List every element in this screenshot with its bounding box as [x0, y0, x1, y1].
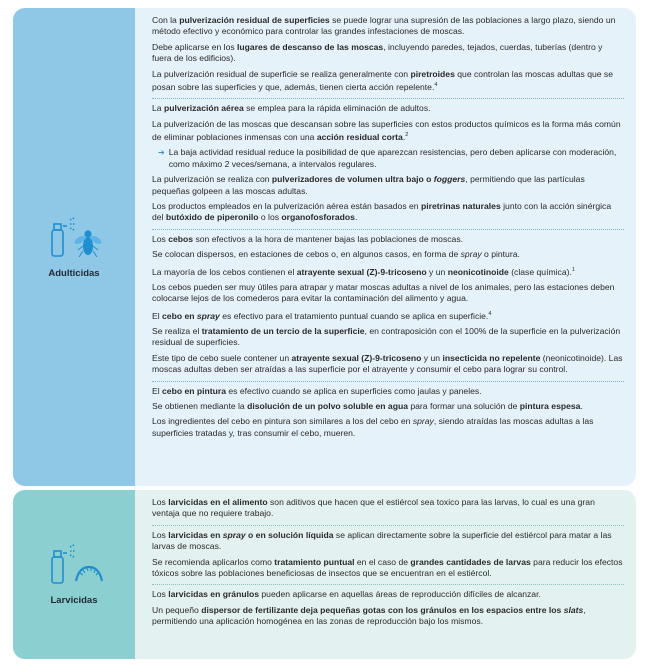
text-segment: . [354, 212, 358, 223]
paragraph [152, 201, 624, 224]
paragraph [152, 416, 624, 439]
text-segment: Los cebos pueden ser muy útiles para atrapar y matar moscas adultas a nivel de los animales, pero las estaciones deben colocarse lejos de los comederos para evitar la contaminación del alimento y agua. [152, 281, 615, 304]
text-segment: Los productos empleados en la pulverización aérea están basados en [152, 201, 421, 211]
text-segment: , siendo atraídas las moscas adultas a las superficies tratadas y, tras consumir el cebo, mueren. [152, 416, 594, 438]
paragraph [152, 557, 624, 580]
text-segment: son efectivos a la hora de mantener bajas las poblaciones de moscas. [193, 233, 463, 244]
text-segment: para reducir los efectos tóxicos sobre las poblaciones beneficiosas de insectos que se encuentran en el estiércol. [152, 556, 623, 579]
paragraph [152, 605, 624, 628]
text-segment: se puede lograr una supresión de las poblaciones a largo plazo, siendo un método efectivo y económico para controlar las grandes infestaciones de moscas. [152, 15, 616, 37]
content-block [152, 11, 624, 99]
text-segment: , en contraposición con el 100% de la superficie en la pulverización residual de superficies. [152, 325, 621, 348]
reference-number: 4 [434, 82, 438, 89]
text-segment: Los ingredientes del cebo en pintura son similares a los del cebo en [152, 416, 413, 427]
text-segment: Los [152, 529, 169, 540]
text-segment: Los [152, 497, 169, 507]
text-segment: El [152, 310, 163, 321]
text-segment: La pulverización se realiza con [152, 174, 272, 185]
text-segment: Se obtienen mediante la [152, 401, 248, 411]
text-segment: , permitiendo una aplicación homogénea en las zonas de reproducción bajo los mismos. [152, 604, 586, 627]
paragraph [152, 530, 624, 553]
text-segment: atrayente sexual (Z)-9-tricoseno [296, 266, 427, 277]
larvicidas-title: Larvicidas [50, 595, 98, 606]
paragraph [152, 69, 624, 94]
text-segment: tratamiento puntual [274, 556, 355, 567]
text-segment: se emplea para la rápida eliminación de adultos. [243, 103, 431, 114]
text-segment: La pulverización residual de superficie se realiza generalmente con [152, 68, 411, 79]
text-segment: que controlan las moscas adultas que se posan sobre las superficies y que, además, tienen cierta acción repelente. [152, 68, 613, 92]
arrow-bullet-icon: ➔ [158, 148, 165, 158]
reference-number: 1 [571, 266, 575, 273]
text-segment: junto con la acción sinérgica del [152, 201, 612, 223]
paragraph [152, 119, 624, 144]
text-segment: , incluyendo paredes, tejados, cuerdas, tuberías (dentro y fuera de los edificios). [152, 41, 603, 64]
text-segment: insecticida no repelente [442, 352, 541, 363]
adulticidas-content [135, 8, 636, 486]
text-segment: o en solución líquida [245, 529, 334, 540]
reference-number: 4 [488, 310, 492, 317]
reference-number: 2 [405, 132, 409, 139]
text-segment: piretrinas naturales [420, 201, 501, 211]
paragraph [152, 326, 624, 349]
adulticidas-title: Adulticidas [48, 267, 100, 279]
content-block [152, 493, 624, 526]
text-segment: cebo en pintura [162, 385, 227, 396]
paragraph [152, 42, 624, 65]
text-segment: , permitiendo que las partículas pequeñas golpeen a las moscas adultas. [152, 174, 585, 196]
text-segment: Se recomienda aplicarlos como [152, 556, 275, 567]
spray-and-larva-icon [43, 543, 105, 587]
adulticidas-section [13, 8, 636, 486]
text-segment: spray [412, 416, 434, 427]
text-segment: La pulverización de las moscas que descansan sobre las superficies con estos productos químicos es la forma más común de eliminar poblaciones inmensas con una [152, 118, 621, 142]
content-block [152, 230, 624, 382]
text-segment: son aditivos que hacen que el estiércol sea toxico para las larvas, lo cual es una gran ventaja que no requiere trabajo. [152, 497, 595, 519]
paragraph [152, 234, 624, 245]
text-segment: pintura espesa [519, 401, 581, 411]
text-segment: es efectivo para el tratamiento puntual cuando se aplica en superficie. [219, 310, 489, 321]
larvicidas-section [13, 490, 636, 659]
spray-and-fly-icon [43, 216, 105, 260]
text-segment: foggers [433, 174, 466, 185]
paragraph [152, 401, 624, 412]
text-segment: acción residual corta [316, 131, 403, 142]
text-segment: Se realiza el [152, 325, 202, 336]
larvicidas-sidebar [13, 490, 135, 659]
text-segment: y un [426, 266, 448, 277]
text-segment: butóxido de piperonilo [165, 212, 259, 223]
text-segment: La [152, 103, 164, 114]
text-segment: spray [222, 529, 246, 540]
content-block [152, 99, 624, 230]
text-segment: tratamiento de un tercio de la superficie [201, 325, 365, 336]
text-segment: cebos [168, 233, 194, 244]
text-segment: disolución de un polvo soluble en agua [247, 401, 408, 411]
text-segment: grandes cantidades de larvas [410, 556, 531, 567]
content-block [152, 526, 624, 586]
text-segment: (neonicotinoide). Las moscas adultas deben ser atraídas a las superficie por el atrayente y consumir el cebo para lograr su control. [152, 352, 623, 375]
paragraph [152, 282, 624, 305]
text-segment: larvicidas en [168, 529, 223, 540]
paragraph [152, 15, 624, 38]
text-segment: El [152, 385, 163, 396]
paragraph [152, 249, 624, 260]
text-segment: Los [152, 233, 169, 244]
text-segment: o los [258, 212, 282, 223]
text-segment: cebo en [162, 310, 197, 321]
bullet-item [152, 147, 624, 170]
text-segment: pulverizadores de volumen ultra bajo o [271, 174, 434, 185]
paragraph [152, 497, 624, 520]
bullet-text [169, 147, 624, 170]
adulticidas-sidebar [13, 8, 135, 486]
text-segment: Se colocan dispersos, en estaciones de cebos o, en algunos casos, en forma de [152, 249, 461, 260]
text-segment: Con la [152, 15, 180, 25]
text-segment: Un pequeño [152, 604, 202, 615]
text-segment: pueden aplicarse en aquellas áreas de reproducción difíciles de alcanzar. [259, 589, 541, 600]
text-segment: Los [152, 589, 169, 600]
paragraph [152, 353, 624, 376]
text-segment: o pintura. [481, 249, 520, 260]
text-segment: dispersor de fertilizante deja pequeñas gotas con los gránulos en los espacios entre los [201, 604, 564, 615]
content-block [152, 382, 624, 445]
text-segment: larvicidas en gránulos [168, 589, 259, 600]
text-segment: spray [460, 249, 482, 260]
text-segment: piretroides [410, 68, 455, 79]
larvicidas-content [135, 490, 636, 659]
text-segment: atrayente sexual (Z)-9-tricoseno [291, 352, 422, 363]
text-segment: organofosforados [281, 212, 355, 223]
text-segment: spray [196, 310, 220, 321]
text-segment: para formar una solución de [407, 401, 520, 411]
text-segment: La mayoría de los cebos contienen el [152, 266, 297, 277]
text-segment: es efectivo cuando se aplica en superficies como jaulas y paneles. [226, 385, 482, 396]
text-segment: lugares de descanso de las moscas [237, 41, 384, 52]
text-segment: (clase química). [508, 266, 572, 277]
text-segment: Este tipo de cebo suele contener un [152, 352, 292, 363]
text-segment: . [402, 131, 406, 142]
text-segment: slats [563, 604, 584, 615]
paragraph [152, 309, 624, 322]
text-segment: y un [421, 352, 443, 363]
paragraph [152, 386, 624, 397]
text-segment: en el caso de [354, 556, 411, 567]
text-segment: larvicidas en el alimento [168, 497, 268, 507]
paragraph [152, 589, 624, 600]
paragraph [152, 174, 624, 197]
paragraph [152, 103, 624, 114]
text-segment: Debe aplicarse en los [152, 41, 238, 52]
text-segment: neonicotinoide [447, 266, 509, 277]
text-segment: pulverización aérea [163, 103, 244, 114]
text-segment: pulverización residual de superficies [179, 15, 330, 25]
paragraph [152, 265, 624, 278]
text-segment: La baja actividad residual reduce la posibilidad de que aparezcan resistencias, pero deben aplicarse con moderación, como máximo 2 veces/semana, a intervalos regulares. [168, 147, 617, 169]
text-segment: . [580, 401, 583, 411]
text-segment: se aplican directamente sobre la superficie del estiércol para matar a las larvas de moscas. [152, 529, 612, 552]
content-block [152, 585, 624, 632]
